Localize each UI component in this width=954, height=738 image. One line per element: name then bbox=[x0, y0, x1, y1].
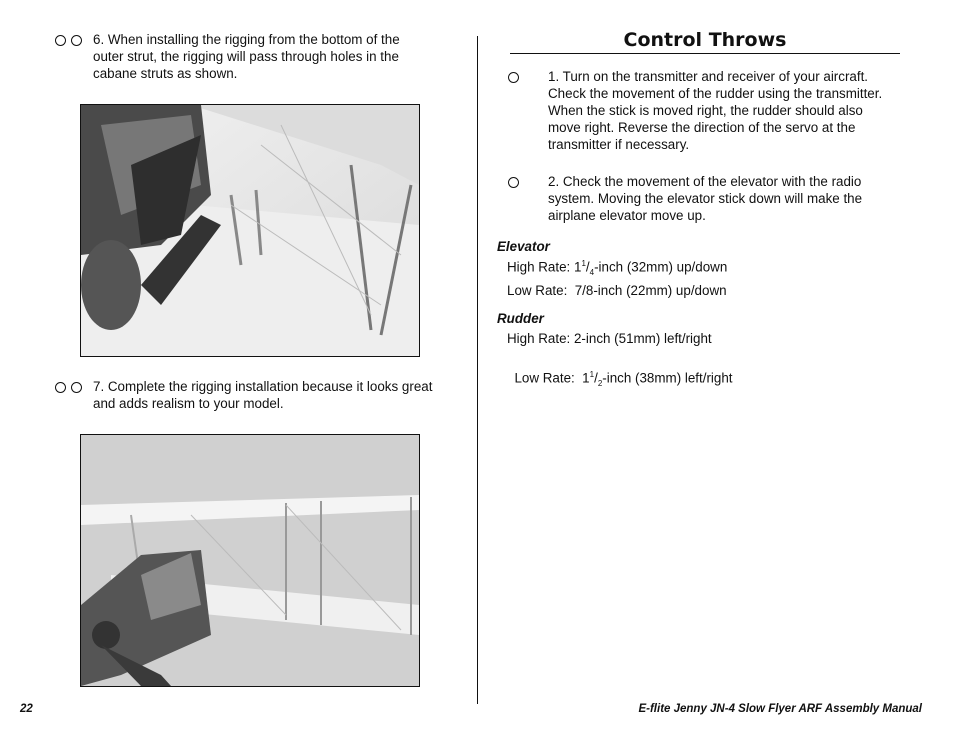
elevator-heading: Elevator bbox=[497, 239, 550, 254]
rudder-low-den: 2 bbox=[597, 379, 603, 389]
step6-text: 6. When installing the rigging from the bottom of the outer strut, the rigging will pass through holes in the cabane struts as shown. bbox=[93, 32, 400, 81]
elevator-high-rest: -inch (32mm) up/down bbox=[594, 259, 728, 275]
checkbox-circle[interactable] bbox=[508, 177, 519, 188]
checkbox-circle[interactable] bbox=[55, 35, 66, 46]
step1-checkbox bbox=[508, 70, 524, 84]
rudder-low-rest: -inch (38mm) left/right bbox=[602, 370, 733, 386]
biplane-rigging-image bbox=[81, 105, 419, 356]
rudder-heading: Rudder bbox=[497, 311, 544, 326]
checkbox-circle[interactable] bbox=[71, 35, 82, 46]
title-underline bbox=[510, 53, 900, 54]
elevator-low-rate: Low Rate: 7/8-inch (22mm) up/down bbox=[507, 283, 727, 298]
completed-rigging-photo bbox=[80, 434, 420, 687]
rudder-low-slash: / bbox=[594, 370, 598, 386]
elevator-high-num: 1 bbox=[581, 259, 586, 268]
checkbox-circle[interactable] bbox=[55, 382, 66, 393]
elevator-high-rate bbox=[507, 259, 727, 277]
elevator-high-den: 4 bbox=[589, 268, 595, 278]
biplane-wings-image bbox=[81, 435, 419, 686]
elevator-high-label: High Rate: 1 bbox=[507, 259, 582, 275]
step1-text: 1. Turn on the transmitter and receiver of your aircraft. Check the movement of the rudder using the transmitter. When the stick is moved right, the rudder should also move right. Reverse the direction of the servo at the transmitter if necessary. bbox=[548, 69, 883, 152]
checkbox-circle[interactable] bbox=[71, 382, 82, 393]
step7-checkboxes bbox=[55, 380, 87, 394]
rudder-low-num: 1 bbox=[589, 370, 595, 379]
rudder-low-label: Low Rate: 1 bbox=[514, 370, 590, 386]
step7-text: 7. Complete the rigging installation because it looks great and adds realism to your model. bbox=[93, 379, 433, 411]
rudder-low-rate bbox=[507, 355, 733, 388]
step6-checkboxes bbox=[55, 33, 87, 47]
rudder-high-rate: High Rate: 2-inch (51mm) left/right bbox=[507, 331, 712, 346]
checkbox-circle[interactable] bbox=[508, 72, 519, 83]
column-divider bbox=[477, 36, 478, 704]
page-number: 22 bbox=[20, 703, 33, 715]
elevator-high-slash: / bbox=[585, 259, 590, 275]
cabane-struts-photo bbox=[80, 104, 420, 357]
section-title: Control Throws bbox=[623, 29, 787, 51]
manual-title: E-flite Jenny JN-4 Slow Flyer ARF Assembly Manual bbox=[638, 703, 922, 715]
step2-checkbox bbox=[508, 175, 524, 189]
step2-text: 2. Check the movement of the elevator with the radio system. Moving the elevator stick down will make the airplane elevator move up. bbox=[548, 174, 863, 223]
